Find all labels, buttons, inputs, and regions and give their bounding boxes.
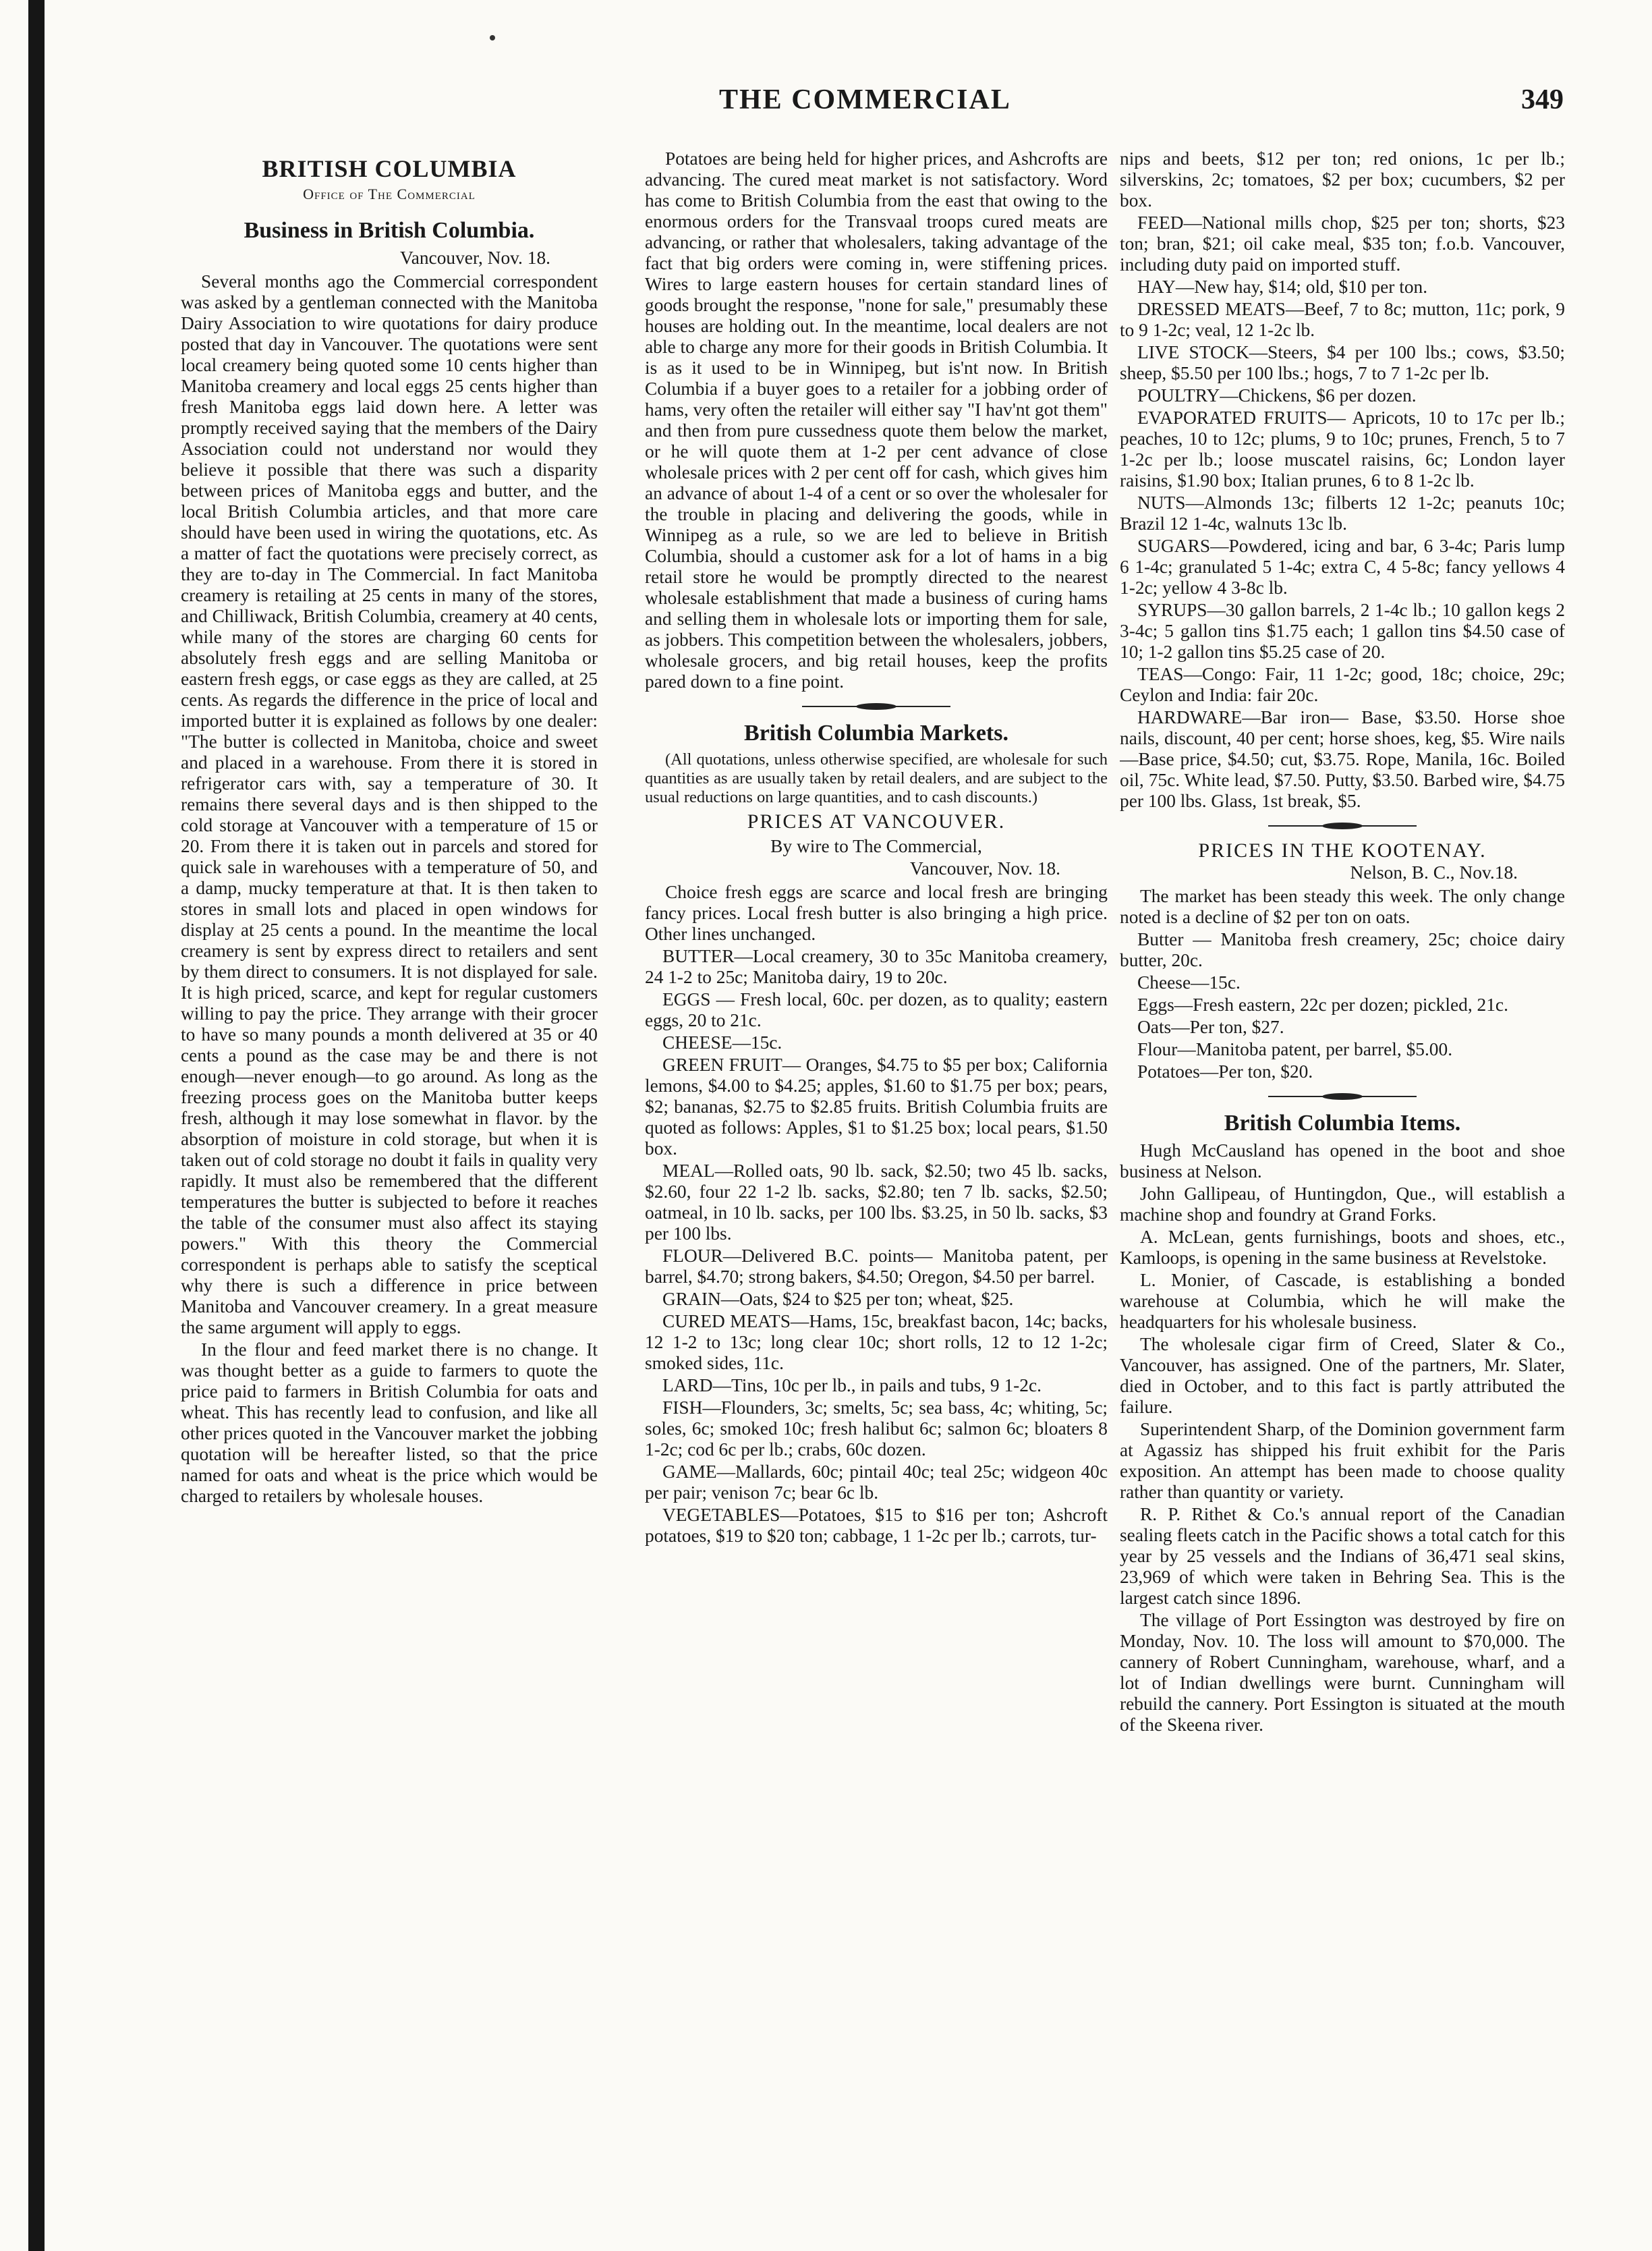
price-item: MEAL—Rolled oats, 90 lb. sack, $2.50; two 45 lb. sacks, $2.60, four 22 1-2 lb. sacks, $2.80; ten 7 lb. sacks, $2.50; oatmeal, in 10 lb. sacks, per 100 lbs. $3.25, in 50 lb. sacks, $3 per 100 lbs. bbox=[645, 1161, 1108, 1244]
byline: By wire to The Commercial, bbox=[770, 836, 982, 856]
kootenay-intro: The market has been steady this week. The only change noted is a decline of $2 per ton on oats. bbox=[1120, 886, 1565, 927]
items-headline: British Columbia Items. bbox=[1224, 1111, 1461, 1136]
vancouver-prices-heading: PRICES AT VANCOUVER. bbox=[747, 810, 1006, 833]
news-item: John Gallipeau, of Huntingdon, Que., will establish a machine shop and foundry at Grand Forks. bbox=[1120, 1184, 1565, 1225]
price-item: FISH—Flounders, 3c; smelts, 5c; sea bass, 4c; whiting, 5c; soles, 6c; smoked 10c; fresh halibut 6c; salmon 6c; bloaters 8 1-2c; cod 6c per lb.; crabs, 60c dozen. bbox=[645, 1397, 1108, 1460]
price-item: DRESSED MEATS—Beef, 7 to 8c; mutton, 11c; pork, 9 to 9 1-2c; veal, 12 1-2c lb. bbox=[1120, 299, 1565, 340]
price-item: TEAS—Congo: Fair, 11 1-2c; good, 18c; choice, 29c; Ceylon and India: fair 20c. bbox=[1120, 664, 1565, 705]
kootenay-item: Eggs—Fresh eastern, 22c per dozen; pickled, 21c. bbox=[1137, 995, 1508, 1015]
price-item: CHEESE—15c. bbox=[662, 1032, 782, 1053]
markets-headline: British Columbia Markets. bbox=[744, 721, 1008, 746]
column-3 bbox=[1120, 148, 1565, 2213]
article-paragraph: Potatoes are being held for higher prices, and Ashcrofts are advancing. The cured meat market is not satisfactory. Word has come to British Columbia from the east that owing to the enormous orders for the Transvaal troops cured meats are advancing, or rather that wholesalers, taking advantage of the fact that big orders were coming in, were stiffening prices. Wires to large eastern houses for certain standard lines of goods brought the response, "none for sale," presumably these houses are holding out. In the meantime, local dealers are not able to charge any more for their goods in British Columbia. It is as it used to be in Winnipeg, but is'nt now. In British Columbia if a buyer goes to a retailer for a jobbing order of hams, very often the retailer will either say "I hav'nt got them" and then from pure cussedness quote them below the market, or he will quote them at 1-2 per cent advance of close wholesale prices with 2 per cent off for cash, which gives him an advance of about 1-4 of a cent or so over the wholesaler for the trouble in placing and delivering the goods, while in Winnipeg as a rule, so we are led to believe in British Columbia, should a customer ask for a lot of hams in a big retail store he would be promptly directed to the nearest wholesale establishment that made a business of curing hams and selling them in wholesale lots or importing them for sale, as jobbers. This competition between the wholesalers, jobbers, wholesale grocers, and big retail houses, keep the profits pared down to a fine point. bbox=[645, 148, 1108, 692]
section-subtitle: Office of The Commercial bbox=[303, 186, 476, 202]
price-item: EGGS — Fresh local, 60c. per dozen, as to quality; eastern eggs, 20 to 21c. bbox=[645, 989, 1108, 1030]
kootenay-item: Butter — Manitoba fresh creamery, 25c; choice dairy butter, 20c. bbox=[1120, 929, 1565, 970]
article-paragraph: Several months ago the Commercial correspondent was asked by a gentleman connected with the Manitoba Dairy Association to wire quotations for dairy produce posted that day in Vancouver. The quotations were sent local creamery being quoted some 10 cents higher than Manitoba creamery and local eggs 25 cents higher than fresh Manitoba eggs laid down here. A letter was promptly received saying that the members of the Dairy Association could not understand nor would they believe it possible that there was such a disparity between prices of Manitoba eggs and butter, and the local British Columbia articles, and that more care should have been used in wiring the quotations, etc. As a matter of fact the quotations were precisely correct, as they are to-day in The Commercial. In fact Manitoba creamery is retailing at 25 cents in many of the stores, and Chilliwack, British Columbia, creamery at 40 cents, while many of the stores are charging 60 cents for absolutely fresh eggs and are selling Manitoba or eastern fresh eggs, or case eggs as they are called, at 25 cents. As regards the difference in the price of local and imported butter it is explained as follows by one dealer: "The butter is collected in Manitoba, choice and sweet and placed in a warehouse. From there it is stored in refrigerator cars with, say a temperature of 30. It remains there several days and is then shipped to the cold storage at Vancouver with a temperature of 15 or 20. From there it is taken out in parcels and stored for quick sale in warehouses with a temperature of 50, and a damp, mucky temperature at that. It is then taken to stores in small lots and placed in open windows for display at 25 cents a pound. In the meantime the local creamery is sent by express direct to retailers and sent by them direct to consumers. It is not displayed for sale. It is high priced, scarce, and kept for regular customers willing to pay the price. They arrange with their grocer to have so many pounds a month delivered at 35 or 40 cents a pound as the case may be and there is not enough—never enough—to go around. As long as the freezing process goes on the Manitoba butter keeps fresh, although it may lose somewhat in flavor. by the absorption of moisture in cold storage, but when it is taken out of cold storage no doubt it fails in quality very rapidly. It must also be remembered that the different temperatures the butter is subjected to before it reaches the table of the consumer must also affect its staying powers." With this theory the Commercial correspondent is perhaps able to satisfy the sceptical why there is such a difference in price between Manitoba and Vancouver creamery. In a great measure the same argument will apply to eggs. bbox=[181, 271, 598, 1337]
price-item: HAY—New hay, $14; old, $10 per ton. bbox=[1137, 277, 1428, 297]
price-item: NUTS—Almonds 13c; filberts 12 1-2c; peanuts 10c; Brazil 12 1-4c, walnuts 13c lb. bbox=[1120, 493, 1565, 534]
price-item: FEED—National mills chop, $25 per ton; shorts, $23 ton; bran, $21; oil cake meal, $35 ton; f.o.b. Vancouver, including duty paid on imported stuff. bbox=[1120, 213, 1565, 275]
price-item: SYRUPS—30 gallon barrels, 2 1-4c lb.; 10 gallon kegs 2 3-4c; 5 gallon tins $1.75 each; 1 gallon tins $4.50 case of 10; 1-2 gallon tins $5.25 case of 20. bbox=[1120, 600, 1565, 662]
article-paragraph: In the flour and feed market there is no change. It was thought better as a guide to farmers to quote the price paid to farmers in British Columbia for oats and wheat. This has recently lead to confusion, and like all other prices quoted in the Vancouver market the jobbing quotation will be hereafter listed, so that the price named for oats and wheat is the price which would be charged to retailers by wholesale houses. bbox=[181, 1339, 598, 1506]
article-dateline: Vancouver, Nov. 18. bbox=[399, 248, 550, 268]
column-1 bbox=[181, 155, 598, 2220]
price-item: nips and beets, $12 per ton; red onions, 1c per lb.; silverskins, 2c; tomatoes, $2 per box; cucumbers, $2 per box. bbox=[1120, 148, 1565, 211]
article-headline: Business in British Columbia. bbox=[244, 218, 535, 243]
price-item: GRAIN—Oats, $24 to $25 per ton; wheat, $25. bbox=[662, 1289, 1014, 1309]
price-item: LARD—Tins, 10c per lb., in pails and tubs, 9 1-2c. bbox=[662, 1375, 1042, 1395]
news-item: The village of Port Essington was destroyed by fire on Monday, Nov. 10. The loss will amount to $70,000. The cannery of Robert Cunningham, warehouse, wharf, and a lot of Indian dwellings were burnt. Cunningham will rebuild the cannery. Port Essington is situated at the mouth of the Skeena river. bbox=[1120, 1610, 1565, 1735]
price-item: EVAPORATED FRUITS— Apricots, 10 to 17c per lb.; peaches, 10 to 12c; plums, 9 to 10c; prunes, French, 5 to 7 1-2c per lb.; loose muscatel raisins, 6c; London layer raisins, $1.90 box; Italian prunes, 6 to 8 1-2c lb. bbox=[1120, 408, 1565, 491]
news-item: L. Monier, of Cascade, is establishing a bonded warehouse at Columbia, which he will make the headquarters for his wholesale business. bbox=[1120, 1270, 1565, 1332]
price-item: VEGETABLES—Potatoes, $15 to $16 per ton; Ashcroft potatoes, $19 to $20 ton; cabbage, 1 1-2c per lb.; carrots, tur- bbox=[645, 1505, 1108, 1546]
price-item: LIVE STOCK—Steers, $4 per 100 lbs.; cows, $3.50; sheep, $5.50 per 100 lbs.; hogs, 7 to 7 1-2c per lb. bbox=[1120, 342, 1565, 383]
news-item: Superintendent Sharp, of the Dominion government farm at Agassiz has shipped his fruit exhibit for the Paris exposition. An attempt has been made to choose quality rather than quantity or variety. bbox=[1120, 1419, 1565, 1502]
page-number: 349 bbox=[1521, 84, 1564, 115]
kootenay-item: Flour—Manitoba patent, per barrel, $5.00. bbox=[1137, 1039, 1453, 1059]
ornamental-rule bbox=[1268, 1092, 1417, 1101]
price-item: FLOUR—Delivered B.C. points— Manitoba patent, per barrel, $4.70; strong bakers, $4.50; Oregon, $4.50 per barrel. bbox=[645, 1246, 1108, 1287]
price-item: CURED MEATS—Hams, 15c, breakfast bacon, 14c; backs, 12 1-2 to 13c; long clear 10c; short rolls, 12 to 12 1-2c; smoked sides, 11c. bbox=[645, 1311, 1108, 1373]
news-item: R. P. Rithet & Co.'s annual report of the Canadian sealing fleets catch in the Pacific shows a total catch for this year by 25 vessels and the Indians of 36,471 seal skins, 23,969 of which were taken in Behring Sea. This is the largest catch since 1896. bbox=[1120, 1504, 1565, 1608]
price-item: SUGARS—Powdered, icing and bar, 6 3-4c; Paris lump 6 1-4c; granulated 5 1-4c; extra C, 4 5-8c; fancy yellows 4 1-2c; yellow 4 3-8c lb. bbox=[1120, 536, 1565, 598]
price-item: BUTTER—Local creamery, 30 to 35c Manitoba creamery, 24 1-2 to 25c; Manitoba dairy, 19 to 20c. bbox=[645, 946, 1108, 987]
ornamental-rule bbox=[1268, 821, 1417, 831]
page-binding-edge bbox=[28, 0, 45, 2251]
vancouver-dateline: Vancouver, Nov. 18. bbox=[909, 858, 1060, 879]
markets-note: (All quotations, unless otherwise specified, are wholesale for such quantities as are usually taken by retail dealers, and are subject to the usual reductions on large quantities, and to cash discounts.) bbox=[645, 750, 1108, 806]
kootenay-item: Cheese—15c. bbox=[1137, 972, 1241, 993]
kootenay-item: Potatoes—Per ton, $20. bbox=[1137, 1061, 1313, 1082]
ink-speck bbox=[490, 35, 495, 40]
section-title: BRITISH COLUMBIA bbox=[262, 155, 517, 182]
kootenay-prices-heading: PRICES IN THE KOOTENAY. bbox=[1198, 839, 1487, 862]
price-item: GREEN FRUIT— Oranges, $4.75 to $5 per box; California lemons, $4.00 to $4.25; apples, $1.60 to $1.75 per box; pears, $2; bananas, $2.75 to $2.85 fruits. British Columbia fruits are quoted as follows: Apples, $1 to $1.25 box; local pears, $1.50 box. bbox=[645, 1055, 1108, 1159]
price-item: GAME—Mallards, 60c; pintail 40c; teal 25c; widgeon 40c per pair; venison 7c; bear 6c lb. bbox=[645, 1462, 1108, 1503]
news-item: Hugh McCausland has opened in the boot and shoe business at Nelson. bbox=[1120, 1140, 1565, 1182]
column-2 bbox=[645, 148, 1108, 2213]
market-intro: Choice fresh eggs are scarce and local fresh are bringing fancy prices. Local fresh butter is also bringing a high price. Other lines unchanged. bbox=[645, 882, 1108, 944]
kootenay-item: Oats—Per ton, $27. bbox=[1137, 1017, 1284, 1037]
kootenay-dateline: Nelson, B. C., Nov.18. bbox=[1350, 862, 1518, 883]
price-item: POULTRY—Chickens, $6 per dozen. bbox=[1137, 385, 1417, 406]
news-item: A. McLean, gents furnishings, boots and shoes, etc., Kamloops, is opening in the same business at Revelstoke. bbox=[1120, 1227, 1565, 1268]
ornamental-rule bbox=[802, 702, 950, 711]
news-item: The wholesale cigar firm of Creed, Slater & Co., Vancouver, has assigned. One of the partners, Mr. Slater, died in October, and to this fact is partly attributed the failure. bbox=[1120, 1334, 1565, 1417]
running-head: THE COMMERCIAL bbox=[719, 84, 1011, 115]
price-item: HARDWARE—Bar iron— Base, $3.50. Horse shoe nails, discount, 40 per cent; horse shoes, keg, $5. Wire nails—Base price, $4.50; cut, $3.75. Rope, Manila, 16c. Boiled oil, 75c. White lead, $7.50. Putty, $3.50. Barbed wire, $4.75 per 100 lbs. Glass, 1st break, $5. bbox=[1120, 707, 1565, 811]
